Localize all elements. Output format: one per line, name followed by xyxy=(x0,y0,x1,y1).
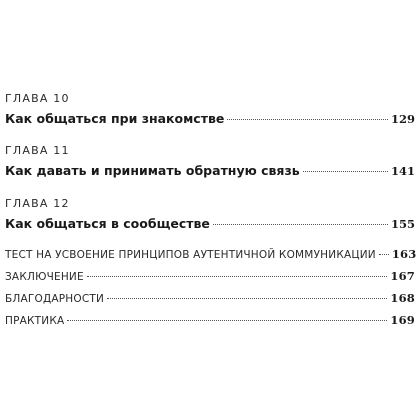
chapter-title: Как давать и принимать обратную связь xyxy=(5,163,300,178)
section-title: БЛАГОДАРНОСТИ xyxy=(5,293,105,305)
dot-leader xyxy=(303,171,388,172)
section-title: ЗАКЛЮЧЕНИЕ xyxy=(5,271,84,283)
dot-leader xyxy=(107,298,387,299)
page-number: 169 xyxy=(390,313,415,327)
chapter-label: ГЛАВА 12 xyxy=(5,197,70,210)
section-title: ПРАКТИКА xyxy=(5,315,65,327)
dot-leader xyxy=(227,119,388,120)
page-number: 167 xyxy=(390,269,415,283)
dot-leader xyxy=(67,320,387,321)
chapter-entry-10 xyxy=(5,91,415,128)
chapter-label: ГЛАВА 11 xyxy=(5,144,70,157)
dot-leader xyxy=(87,276,388,277)
chapter-title-row xyxy=(5,162,415,180)
dot-leader xyxy=(213,224,388,225)
page-number: 129 xyxy=(390,112,415,126)
section-entry-conclusion xyxy=(5,268,415,284)
chapter-label: ГЛАВА 10 xyxy=(5,92,70,105)
dot-leader xyxy=(379,254,389,255)
section-entry-practice xyxy=(5,312,415,328)
page-number: 163 xyxy=(391,247,417,261)
chapter-title: Как общаться в сообществе xyxy=(5,216,210,231)
chapter-entry-11 xyxy=(5,143,415,180)
page-number: 141 xyxy=(390,164,415,178)
chapter-title-row xyxy=(5,110,415,128)
chapter-title-row xyxy=(5,215,415,233)
section-entry-acknowledgements xyxy=(5,290,415,306)
page-number: 168 xyxy=(390,291,415,305)
section-title: ТЕСТ НА УСВОЕНИЕ ПРИНЦИПОВ АУТЕНТИЧНОЙ КОММУНИКАЦИИ xyxy=(5,249,376,261)
chapter-title: Как общаться при знакомстве xyxy=(5,111,225,126)
page-number: 155 xyxy=(390,217,415,231)
chapter-entry-12 xyxy=(5,196,415,233)
section-entry-test xyxy=(5,246,415,262)
